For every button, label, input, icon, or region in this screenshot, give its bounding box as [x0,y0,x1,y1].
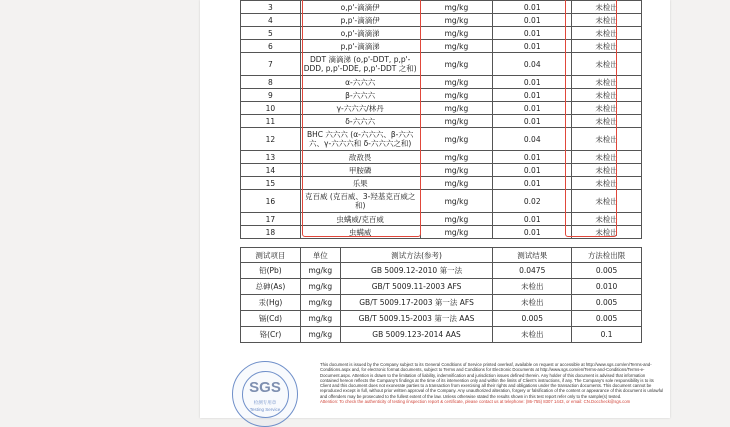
cell-name: p,p'-滴滴伊 [300,14,420,27]
cell-no: 11 [241,115,301,128]
cell-no: 18 [241,226,301,239]
cell-loq: 0.04 [493,53,572,76]
cell-result: 未检出 [572,190,642,213]
table-row [241,177,642,190]
cell-result: 未检出 [572,115,642,128]
cell-loq: 0.01 [493,76,572,89]
cell-unit: mg/kg [420,14,493,27]
cell-name: δ-六六六 [300,115,420,128]
cell-no: 14 [241,164,301,177]
cell-unit: mg/kg [420,151,493,164]
table-row [241,53,642,76]
table-row [241,263,642,279]
cell-unit: mg/kg [420,40,493,53]
cell-result: 0.005 [493,311,572,327]
cell-unit: mg/kg [420,128,493,151]
cell-method: GB/T 5009.17-2003 第一法 AFS [340,295,493,311]
table-row [241,27,642,40]
cell-loq: 0.01 [493,226,572,239]
table-row [241,226,642,239]
cell-item: 铬(Cr) [241,327,301,343]
cell-loq: 0.01 [493,115,572,128]
cell-name: o,p'-滴滴伊 [300,1,420,14]
cell-item: 镉(Cd) [241,311,301,327]
cell-unit: mg/kg [420,1,493,14]
cell-unit: mg/kg [420,190,493,213]
cell-name: p,p'-滴滴涕 [300,40,420,53]
cell-unit: mg/kg [300,263,340,279]
table-row [241,76,642,89]
pesticide-results-table [240,0,642,239]
cell-unit: mg/kg [420,102,493,115]
cell-loq: 0.04 [493,128,572,151]
cell-unit: mg/kg [420,89,493,102]
cell-result: 未检出 [572,27,642,40]
cell-result: 未检出 [572,89,642,102]
legal-disclaimer [320,362,665,404]
cell-loq: 0.01 [493,213,572,226]
stamp-line2: Testing Service [249,407,281,412]
cell-result: 未检出 [572,226,642,239]
cell-name: α-六六六 [300,76,420,89]
cell-no: 15 [241,177,301,190]
cell-name: DDT 滴滴涕 (o,p'-DDT, p,p'-DDD, p,p'-DDE, p,p'-DDT 之和) [300,53,420,76]
cell-result: 未检出 [572,76,642,89]
stamp-line1: 检测专用章 [253,400,277,405]
cell-unit: mg/kg [420,27,493,40]
table-row [241,327,642,343]
cell-name: γ-六六六/林丹 [300,102,420,115]
cell-name: 克百威 (克百威、3-羟基克百威之和) [300,190,420,213]
cell-method: GB/T 5009.11-2003 AFS [340,279,493,295]
cell-unit: mg/kg [420,164,493,177]
cell-unit: mg/kg [300,311,340,327]
table-row [241,128,642,151]
cell-no: 16 [241,190,301,213]
table-row [241,311,642,327]
cell-result: 未检出 [572,213,642,226]
table-header-row [241,248,642,263]
column-header: 测试方法(参考) [340,248,493,263]
cell-unit: mg/kg [420,53,493,76]
cell-no: 5 [241,27,301,40]
cell-unit: mg/kg [420,115,493,128]
table-row [241,40,642,53]
column-header: 测试结果 [493,248,572,263]
cell-result: 未检出 [493,295,572,311]
cell-name: 乐果 [300,177,420,190]
cell-loq: 0.01 [493,151,572,164]
cell-result: 未检出 [493,327,572,343]
cell-no: 17 [241,213,301,226]
cell-result: 未检出 [572,14,642,27]
cell-unit: mg/kg [420,177,493,190]
cell-method: GB 5009.123-2014 AAS [340,327,493,343]
cell-result: 未检出 [572,40,642,53]
cell-limit: 0.005 [572,295,642,311]
cell-name: 虫螨威 [300,226,420,239]
cell-no: 8 [241,76,301,89]
cell-result: 未检出 [493,279,572,295]
table-row [241,279,642,295]
table-row [241,190,642,213]
cell-loq: 0.01 [493,27,572,40]
disclaimer-body: This document is issued by the Company subject to its General Conditions of Service printed overleaf, available on request or accessible at http://www.sgs.com/en/Terms-and-Conditions.aspx and, for electronic format documents, subject to Terms and Conditions for Electronic Documents at http://www.sgs.com/en/Terms-and-Conditions/Terms-e-Document.aspx. Attention is drawn to the limitation of liability, indemnification and jurisdiction issues defined therein. Any holder of this document is advised that information contained hereon reflects the Company's findings at the time of its intervention only and within the limits of Client's instructions, if any. The Company's sole responsibility is to its Client and this document does not exonerate parties to a transaction from exercising all their rights and obligations under the transaction documents. This document cannot be reproduced except in full, without prior written approval of the Company. Any unauthorized alteration, forgery or falsification of the content or appearance of this document is unlawful and offenders may be prosecuted to the fullest extent of the law. Unless otherwise stated the results shown in this test report refer only to the sample(s) tested. [320,362,664,399]
table-row [241,89,642,102]
cell-loq: 0.01 [493,40,572,53]
cell-result: 未检出 [572,1,642,14]
cell-no: 13 [241,151,301,164]
cell-method: GB/T 5009.15-2003 第一法 AAS [340,311,493,327]
cell-result: 0.0475 [493,263,572,279]
cell-limit: 0.010 [572,279,642,295]
cell-no: 10 [241,102,301,115]
cell-result: 未检出 [572,128,642,151]
table-row [241,164,642,177]
cell-limit: 0.005 [572,263,642,279]
cell-result: 未检出 [572,164,642,177]
cell-method: GB 5009.12-2010 第一法 [340,263,493,279]
cell-no: 6 [241,40,301,53]
cell-no: 3 [241,1,301,14]
cell-result: 未检出 [572,102,642,115]
cell-limit: 0.005 [572,311,642,327]
authenticity-warning: Attention: To check the authenticity of testing /inspection report & certificate, please contact us at telephone: (86-755) 8307 1443, or email: CN.Doccheck@sgs.com [320,399,631,405]
column-header: 方法检出限 [572,248,642,263]
sgs-stamp [232,361,298,427]
cell-unit: mg/kg [420,213,493,226]
table-row [241,1,642,14]
table-row [241,151,642,164]
cell-unit: mg/kg [300,295,340,311]
cell-name: 虫螨威/克百威 [300,213,420,226]
sgs-logo: SGS [249,379,281,396]
cell-no: 7 [241,53,301,76]
cell-no: 12 [241,128,301,151]
cell-limit: 0.1 [572,327,642,343]
cell-unit: mg/kg [420,76,493,89]
cell-loq: 0.01 [493,102,572,115]
cell-result: 未检出 [572,53,642,76]
cell-unit: mg/kg [420,226,493,239]
cell-loq: 0.01 [493,177,572,190]
cell-name: 甲胺磷 [300,164,420,177]
cell-result: 未检出 [572,151,642,164]
cell-unit: mg/kg [300,327,340,343]
report-page [200,0,670,418]
cell-loq: 0.01 [493,89,572,102]
column-header: 测试项目 [241,248,301,263]
cell-name: o,p'-滴滴涕 [300,27,420,40]
cell-no: 9 [241,89,301,102]
cell-loq: 0.01 [493,1,572,14]
table-row [241,295,642,311]
cell-no: 4 [241,14,301,27]
cell-loq: 0.01 [493,14,572,27]
cell-unit: mg/kg [300,279,340,295]
cell-loq: 0.02 [493,190,572,213]
column-header: 单位 [300,248,340,263]
table-row [241,115,642,128]
cell-name: β-六六六 [300,89,420,102]
heavy-metals-table [240,247,642,343]
table-row [241,102,642,115]
cell-item: 汞(Hg) [241,295,301,311]
table-row [241,14,642,27]
cell-item: 铅(Pb) [241,263,301,279]
cell-item: 总砷(As) [241,279,301,295]
cell-name: BHC 六六六 (α-六六六、β-六六六、γ-六六六和 δ-六六六之和) [300,128,420,151]
cell-result: 未检出 [572,177,642,190]
cell-name: 敌敌畏 [300,151,420,164]
cell-loq: 0.01 [493,164,572,177]
table-row [241,213,642,226]
